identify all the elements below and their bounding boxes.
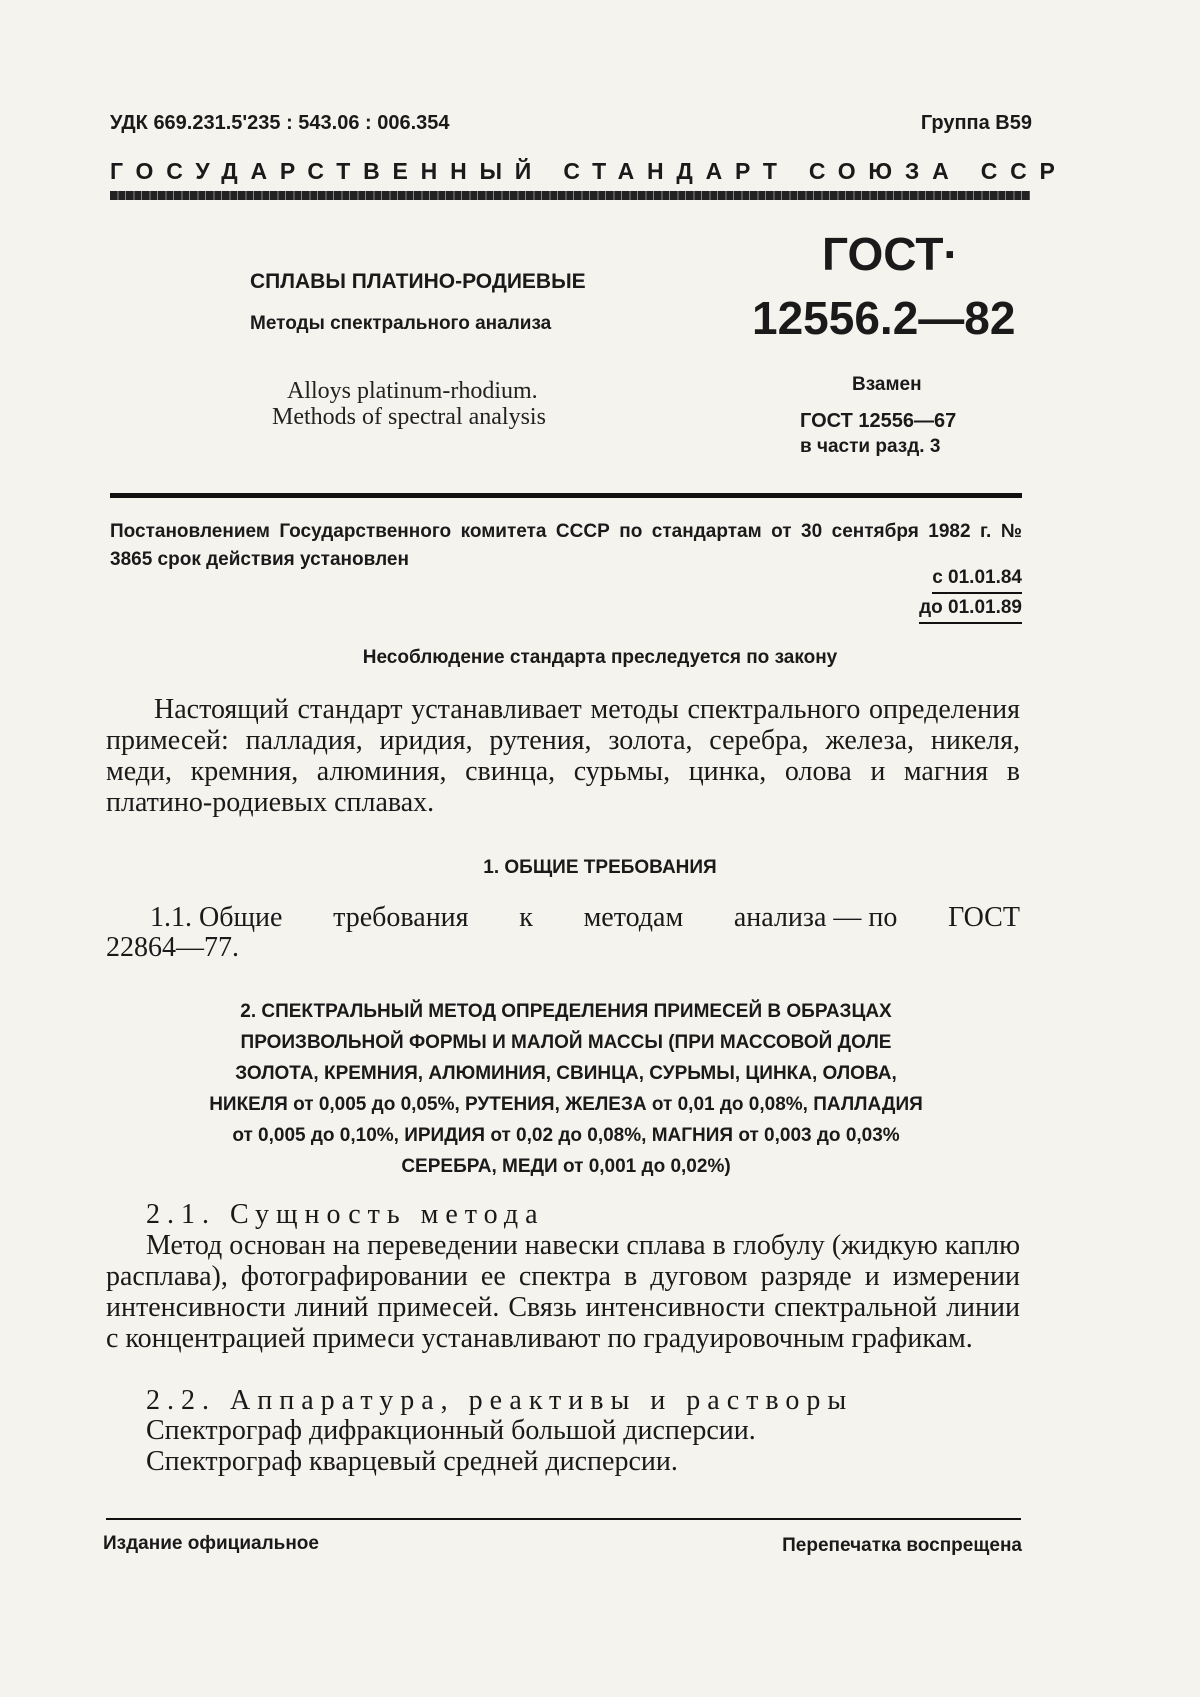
english-subtitle: Methods of spectral analysis xyxy=(272,404,546,430)
section-2-heading-line: ЗОЛОТА, КРЕМНИЯ, АЛЮМИНИЯ, СВИНЦА, СУРЬМЫ, ЦИНКА, ОЛОВА, xyxy=(235,1063,897,1084)
section-1-1-end: 22864—77. xyxy=(106,932,239,963)
section-2-2-line-1: Спектрограф дифракционный большой дисперсии. xyxy=(146,1415,756,1446)
group-code: Группа В59 xyxy=(920,112,1032,134)
decree-text: Постановлением Государственного комитета СССР по стандартам от 30 сентября 1982 г. № 3865 срок действия установлен xyxy=(110,521,1022,570)
section-2-1-heading: 2.1. Сущность метода xyxy=(146,1199,545,1230)
section-2-1-text: Метод основан на переведении навески сплава в глобулу (жидкую каплю расплава), фотографировании ее спектра в дуговом разряде и измерении интенсивности линий примесей. Связь интенсивности спектральной линии с концентрацией примеси устанавливают по градуировочным графикам. xyxy=(106,1230,1020,1354)
valid-from: с 01.01.84 xyxy=(932,567,1022,594)
replaces-gost: ГОСТ 12556—67 xyxy=(800,410,957,432)
req-word: требования xyxy=(333,902,469,933)
req-word: 1.1. Общие xyxy=(150,902,283,933)
section-2-2-heading: 2.2. Аппаратура, реактивы и растворы xyxy=(146,1385,854,1416)
replaces-label: Взамен xyxy=(852,374,922,395)
section-2-heading-line: ПРОИЗВОЛЬНОЙ ФОРМЫ И МАЛОЙ МАССЫ (ПРИ МАССОВОЙ ДОЛЕ xyxy=(240,1032,892,1053)
section-2-heading-line: НИКЕЛЯ от 0,005 до 0,05%, РУТЕНИЯ, ЖЕЛЕЗА от 0,01 до 0,08%, ПАЛЛАДИЯ xyxy=(209,1094,923,1115)
gost-number: 12556.2—82 xyxy=(752,292,1016,344)
gost-label: ГОСТ· xyxy=(822,228,959,280)
standard-subtitle: Методы спектрального анализа xyxy=(250,313,552,334)
intro-paragraph: Настоящий стандарт устанавливает методы спектрального определения примесей: палладия, иридия, рутения, золота, серебра, железа, никеля, меди, кремния, алюминия, свинца, сурьмы, цинка, олова и магния в платино-родиевых сплавах. xyxy=(106,694,1020,818)
footer-reprint-prohibited: Перепечатка воспрещена xyxy=(782,1535,1022,1556)
standard-title: СПЛАВЫ ПЛАТИНО-РОДИЕВЫЕ xyxy=(250,270,586,293)
valid-to: до 01.01.89 xyxy=(919,597,1022,624)
replaces-part: в части разд. 3 xyxy=(800,436,941,457)
header-rule xyxy=(110,191,1030,200)
law-notice: Несоблюдение стандарта преследуется по закону xyxy=(362,647,838,668)
title-divider xyxy=(110,493,1022,498)
footer-rule xyxy=(106,1518,1021,1520)
section-1-heading: 1. ОБЩИЕ ТРЕБОВАНИЯ xyxy=(483,857,717,878)
section-2-2-line-2: Спектрограф кварцевый средней дисперсии. xyxy=(146,1446,678,1477)
section-2-heading-line: СЕРЕБРА, МЕДИ от 0,001 до 0,02%) xyxy=(401,1156,731,1177)
req-word: анализа — по xyxy=(733,902,898,933)
req-word: ГОСТ xyxy=(948,902,1020,933)
section-2-heading-line: 2. СПЕКТРАЛЬНЫЙ МЕТОД ОПРЕДЕЛЕНИЯ ПРИМЕСЕЙ В ОБРАЗЦАХ xyxy=(240,1001,892,1022)
req-word: методам xyxy=(583,902,684,933)
udk-code: УДК 669.231.5'235 : 543.06 : 006.354 xyxy=(110,112,450,134)
english-title: Alloys platinum-rhodium. xyxy=(287,378,538,404)
section-2-heading-line: от 0,005 до 0,10%, ИРИДИЯ от 0,02 до 0,08%, МАГНИЯ от 0,003 до 0,03% xyxy=(232,1125,900,1146)
state-standard-banner: ГОСУДАРСТВЕННЫЙ СТАНДАРТ СОЮЗА ССР xyxy=(110,158,1068,184)
footer-official-edition: Издание официальное xyxy=(103,1533,319,1554)
section-1-1-paragraph xyxy=(150,902,1020,934)
section-2-heading xyxy=(110,996,1022,1182)
req-word: к xyxy=(519,902,533,933)
